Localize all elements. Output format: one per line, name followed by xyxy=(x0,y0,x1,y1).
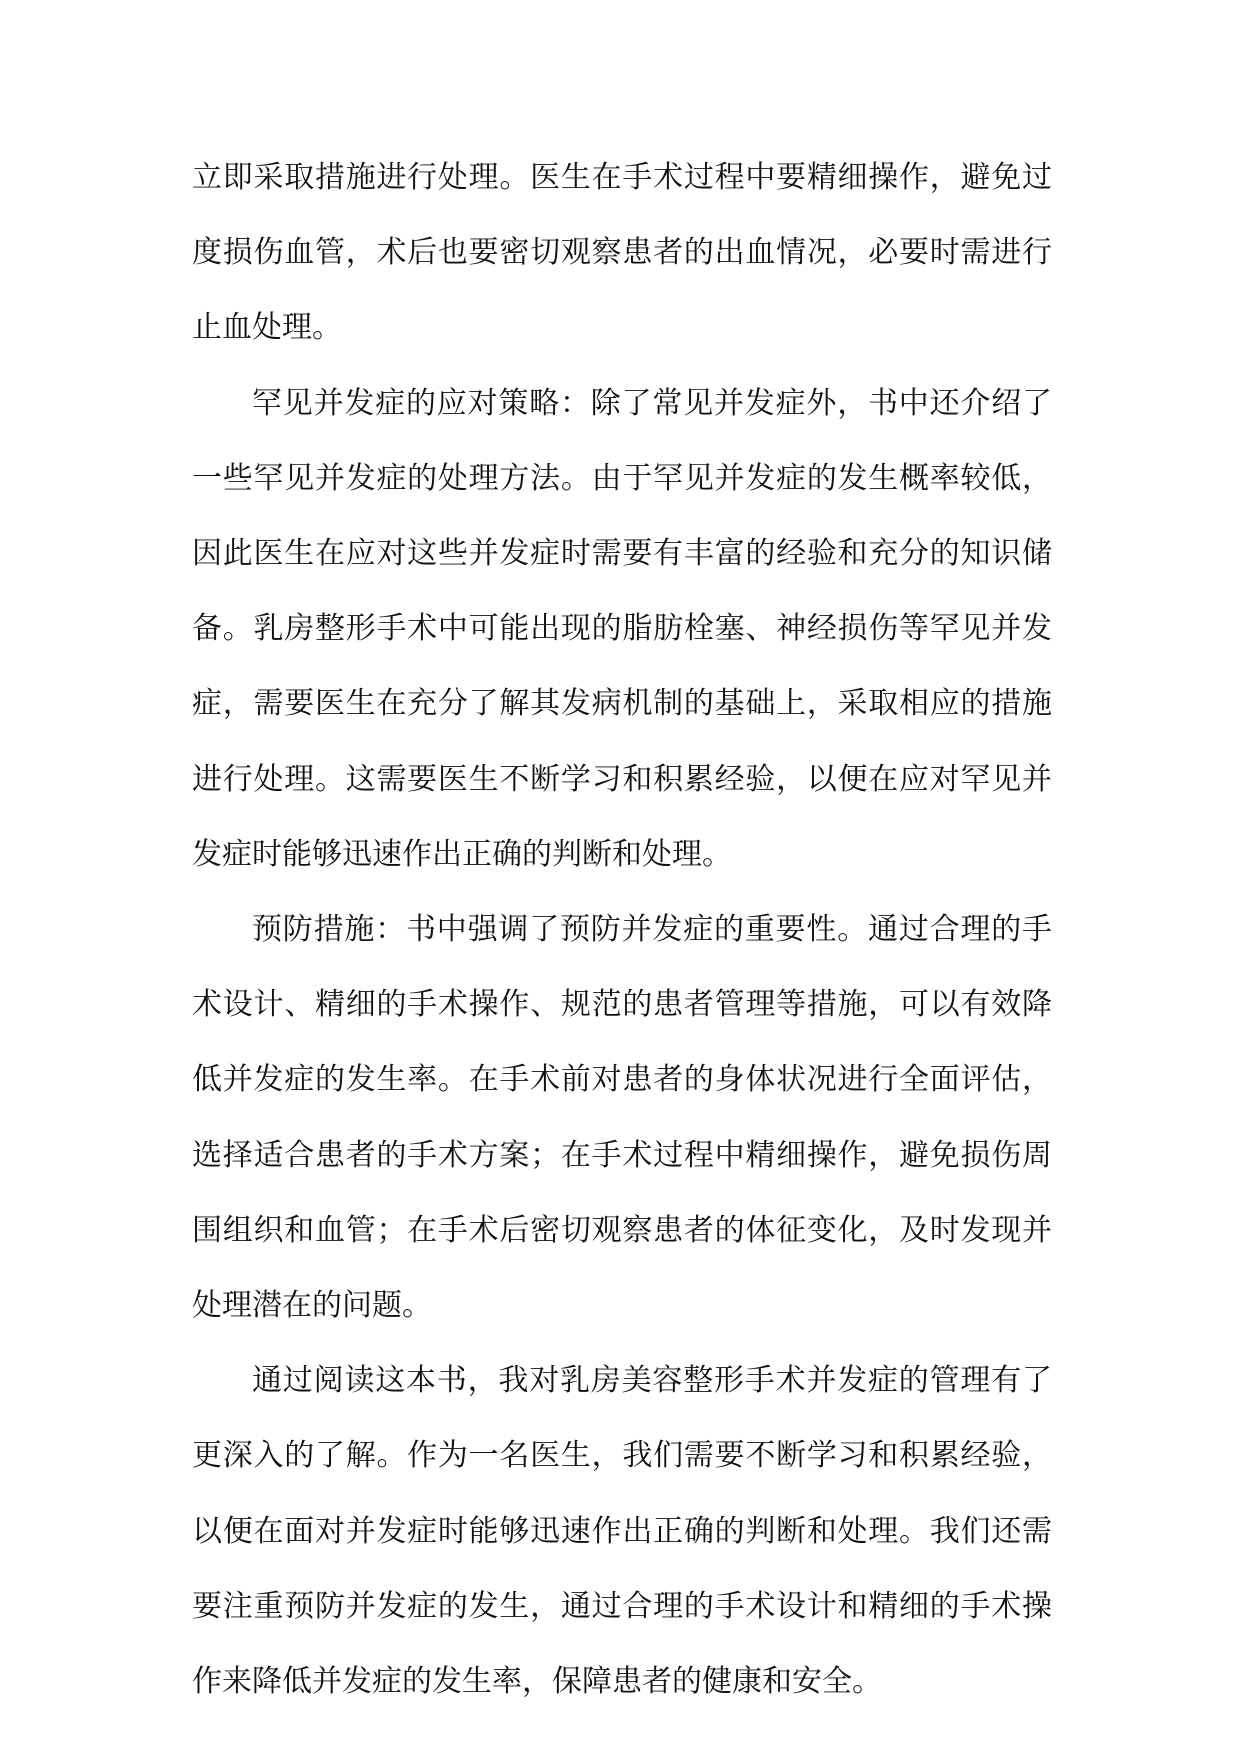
paragraph-prevention: 预防措施：书中强调了预防并发症的重要性。通过合理的手术设计、精细的手术操作、规范的患者管理等措施，可以有效降低并发症的发生率。在手术前对患者的身体状况进行全面评估，选择适合患者的手术方案；在手术过程中精细操作，避免损伤周围组织和血管；在手术后密切观察患者的体征变化，及时发现并处理潜在的问题。 xyxy=(192,912,1052,1324)
body-text xyxy=(192,140,1052,1719)
paragraph-rare-complications: 罕见并发症的应对策略：除了常见并发症外，书中还介绍了一些罕见并发症的处理方法。由于罕见并发症的发生概率较低，因此医生在应对这些并发症时需要有丰富的经验和充分的知识储备。乳房整形手术中可能出现的脂肪栓塞、神经损伤等罕见并发症，需要医生在充分了解其发病机制的基础上，采取相应的措施进行处理。这需要医生不断学习和积累经验，以便在应对罕见并发症时能够迅速作出正确的判断和处理。 xyxy=(192,385,1052,872)
paragraph-continuation: 立即采取措施进行处理。医生在手术过程中要精细操作，避免过度损伤血管，术后也要密切观察患者的出血情况，必要时需进行止血处理。 xyxy=(192,160,1052,346)
paragraph-conclusion: 通过阅读这本书，我对乳房美容整形手术并发症的管理有了更深入的了解。作为一名医生，我们需要不断学习和积累经验，以便在面对并发症时能够迅速作出正确的判断和处理。我们还需要注重预防并发症的发生，通过合理的手术设计和精细的手术操作来降低并发症的发生率，保障患者的健康和安全。 xyxy=(192,1363,1052,1700)
